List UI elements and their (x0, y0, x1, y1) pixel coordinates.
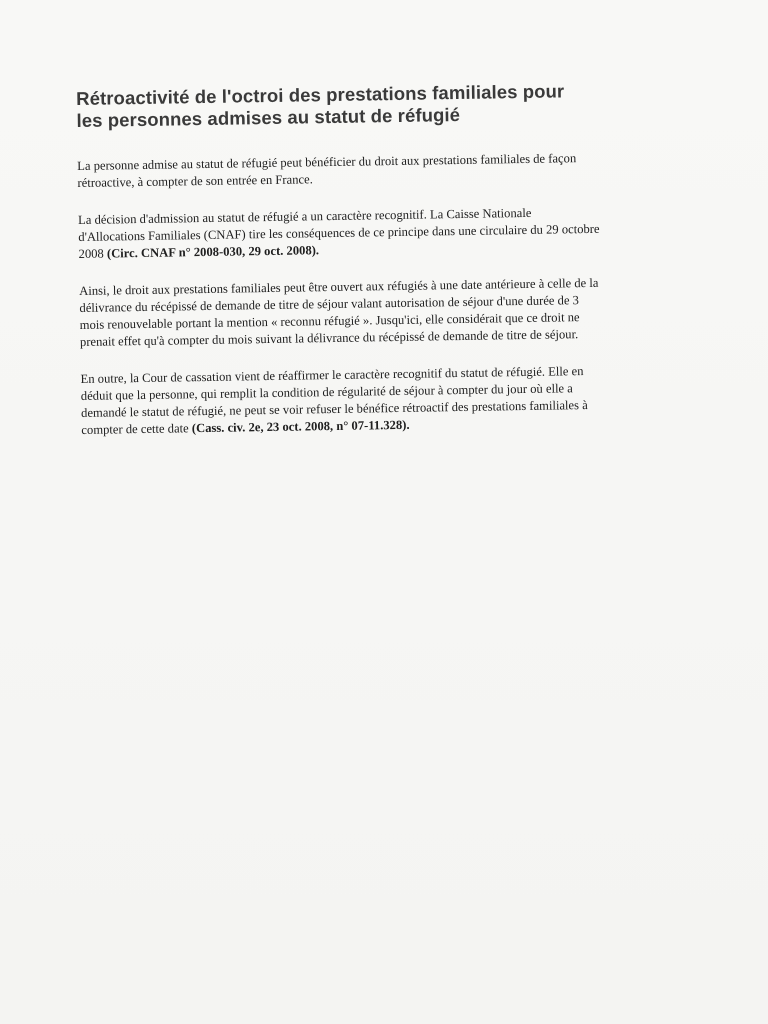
paragraph-3 (79, 274, 670, 351)
paragraph-line: d'Allocations Familiales (CNAF) tire les conséquences de ce principe dans une circulaire du 29 octobre (78, 221, 600, 244)
paragraph-line: rétroactive, à compter de son entrée en France. (77, 172, 313, 190)
citation-cass-civ: (Cass. civ. 2e, 23 oct. 2008, n° 07-11.328). (191, 417, 410, 436)
citation-cnaf: (Circ. CNAF n° 2008-030, 29 oct. 2008). (106, 243, 320, 261)
paragraph-line: demandé le statut de réfugié, ne peut se voir refuser le bénéfice rétroactif des prestations familiales à (80, 398, 588, 420)
paragraph-line: Ainsi, le droit aux prestations familiales peut être ouvert aux réfugiés à une date antérieure à celle de la (79, 275, 599, 298)
paragraph-line: En outre, la Cour de cassation vient de réaffirmer le caractère recognitif du statut de réfugié. Elle en (80, 364, 584, 386)
title-line-1: Rétroactivité de l'octroi des prestations familiales pour (76, 80, 565, 109)
paragraph-4 (80, 362, 671, 439)
paragraph-1 (77, 149, 667, 192)
paragraph-line: délivrance du récépissé de demande de titre de séjour valant autorisation de séjour d'une durée de 3 (79, 293, 580, 315)
paragraph-line: 2008 (78, 246, 108, 261)
paragraph-line: mois renouvelable portant la mention « reconnu réfugié ». Jusqu'ici, elle considérait que ce droit ne (79, 310, 580, 332)
document-title (76, 79, 667, 132)
paragraph-line: compter de cette date (81, 421, 192, 437)
paragraph-line: déduit que la personne, qui remplit la condition de régularité de séjour à compter du jour où elle a (80, 381, 573, 403)
title-line-2: les personnes admises au statut de réfugié (76, 103, 461, 131)
document-body (76, 79, 672, 459)
paragraph-line: La décision d'admission au statut de réfugié a un caractère recognitif. La Caisse Nationale (77, 205, 532, 227)
paragraph-line: La personne admise au statut de réfugié peut bénéficier du droit aux prestations familiales de façon (77, 151, 577, 173)
paragraph-2 (78, 203, 669, 263)
paragraph-line: prenait effet qu'à compter du mois suivant la délivrance du récépissé de demande de titre de séjour. (79, 327, 579, 349)
